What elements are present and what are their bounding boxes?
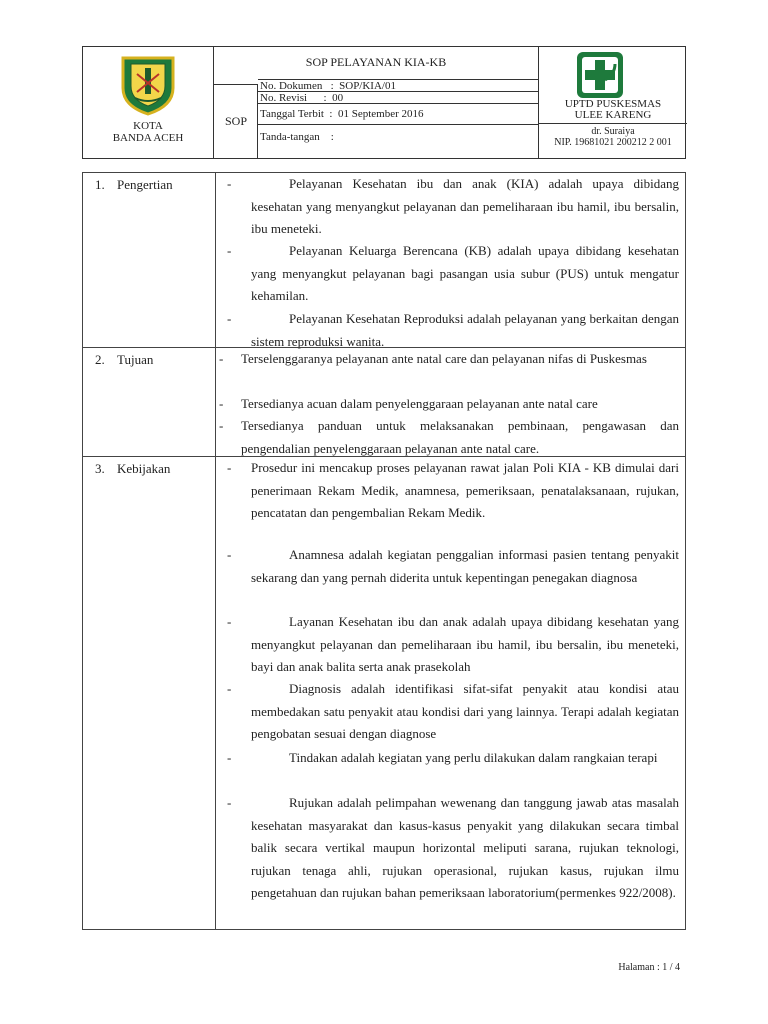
list-item: Anamnesa adalah kegiatan penggalian informasi pasien tentang penyakit sekarang dan yang pernah diderita untuk kepentingan penegakan diagnosa — [251, 547, 679, 585]
bullet-dash: - — [227, 460, 232, 475]
bullet-dash: - — [227, 176, 232, 191]
list-item: Rujukan adalah pelimpahan wewenang dan tanggung jawab atas masalah kesehatan masyarakat dan kasus-kasus penyakit yang dilakukan secara timbal balik secara vertikal maupun horizontal meliputi sarana, rujukan teknologi, rujukan tenaga ahli, rujukan operasional, rujukan kasus, rujukan ilmu pengetahuan dan rujukan bahan pemeriksaan laboratorium(permenkes 922/2008). — [251, 795, 679, 900]
section-label — [95, 177, 173, 193]
section-title: Kebijakan — [117, 461, 171, 476]
section-title: Pengertian — [117, 177, 173, 192]
bullet-dash: - — [227, 614, 232, 629]
list-item: Pelayanan Kesehatan Reproduksi adalah pelayanan yang berkaitan dengan sistem reproduksi wanita. — [251, 311, 679, 349]
org-city-line1: KOTA — [133, 120, 163, 132]
no-dokumen: No. Dokumen : SOP/KIA/01 — [260, 80, 396, 92]
section-tujuan — [82, 347, 686, 457]
puskesmas-line1: UPTD PUSKESMAS — [564, 98, 662, 110]
list-item: Pelayanan Keluarga Berencana (KB) adalah upaya dibidang kesehatan yang menyangkut pelayanan bagi pasangan usia subur (PUS) untuk mengatur kehamilan. — [251, 243, 679, 303]
puskesmas-line2: ULEE KARENG — [574, 109, 652, 121]
doc-info-table — [258, 79, 538, 159]
list-item: Tersedianya acuan dalam penyelenggaraan pelayanan ante natal care — [241, 396, 598, 411]
bullet-dash: - — [219, 351, 224, 366]
section-number: 1. — [95, 177, 105, 192]
list-item: Pelayanan Kesehatan ibu dan anak (KIA) adalah upaya dibidang kesehatan yang menyangkut pelayanan dan pemeliharaan ibu hamil, ibu bersalin, ibu meneteki. — [251, 176, 679, 236]
org-city-line2: BANDA ACEH — [112, 132, 184, 144]
bullet-dash: - — [227, 243, 232, 258]
bullet-dash: - — [227, 750, 232, 765]
puskesmas-logo-icon — [575, 50, 625, 100]
doc-title: SOP PELAYANAN KIA-KB — [305, 55, 447, 69]
section-number: 2. — [95, 352, 105, 367]
tanggal-terbit: Tanggal Terbit : 01 September 2016 — [260, 108, 424, 120]
list-item: Tersedianya panduan untuk melaksanakan pembinaan, pengawasan dan pengendalian penyelenggaraan pelayanan ante natal care. — [241, 418, 679, 456]
section-label — [95, 352, 153, 368]
list-item: Tindakan adalah kegiatan yang perlu dilakukan dalam rangkaian terapi — [289, 750, 658, 765]
bullet-dash: - — [227, 795, 232, 810]
list-item: Terselenggaranya pelayanan ante natal care dan pelayanan nifas di Puskesmas — [241, 351, 647, 366]
bullet-dash: - — [219, 418, 224, 433]
section-kebijakan — [82, 456, 686, 930]
sop-label-box — [214, 84, 258, 159]
section-title: Tujuan — [117, 352, 154, 367]
header-right-cell — [538, 46, 686, 159]
list-item: Prosedur ini mencakup proses pelayanan rawat jalan Poli KIA - KB dimulai dari penerimaan Rekam Medik, anamnesa, pemeriksaan, penatalaksanaan, rujukan, pencatatan dan pengembalian Rekam Medik. — [251, 460, 679, 520]
tanda-tangan: Tanda-tangan : — [260, 131, 334, 143]
list-item: Layanan Kesehatan ibu dan anak adalah upaya dibidang kesehatan yang menyangkut pelayanan dan pemeliharaan ibu hamil, ibu bersalin, ibu meneteki, bayi dan anak balita serta anak prasekolah — [251, 614, 679, 674]
bullet-dash: - — [227, 547, 232, 562]
no-revisi: No. Revisi : 00 — [260, 92, 344, 104]
page-number: Halaman : 1 / 4 — [618, 962, 680, 973]
section-pengertian — [82, 172, 686, 348]
bullet-dash: - — [227, 681, 232, 696]
kota-banda-aceh-emblem-icon — [119, 54, 177, 116]
header-left-cell — [82, 46, 214, 159]
section-label — [95, 461, 170, 477]
signer-name: dr. Suraiya — [591, 126, 635, 137]
list-item: Diagnosis adalah identifikasi sifat-sifat penyakit atau kondisi atau membedakan satu penyakit atau kondisi dari yang lainnya. Terapi adalah kegiatan pengobatan sesuai dengan diagnose — [251, 681, 679, 741]
sop-label: SOP — [224, 114, 247, 128]
signer-nip: NIP. 19681021 200212 2 001 — [554, 137, 672, 148]
section-number: 3. — [95, 461, 105, 476]
bullet-dash: - — [219, 396, 224, 411]
bullet-dash: - — [227, 311, 232, 326]
